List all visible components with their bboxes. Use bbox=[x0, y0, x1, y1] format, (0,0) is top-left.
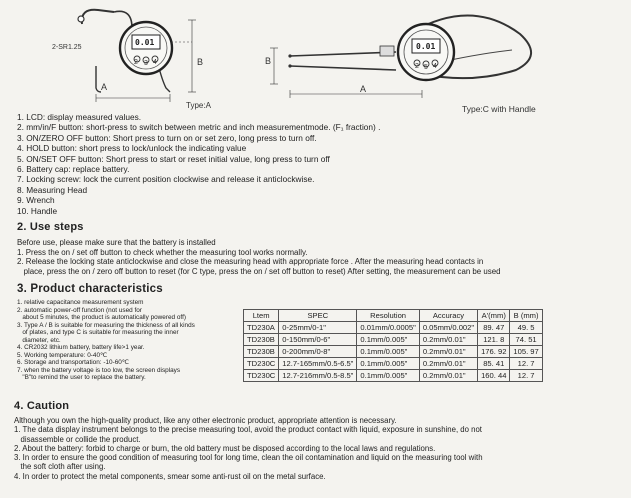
characteristic-line: "B"to remind the user to replace the battery. bbox=[17, 374, 146, 381]
dim-radius-label: 2-SR1.25 bbox=[52, 44, 82, 51]
cell-item: TD230C bbox=[244, 358, 279, 370]
cell-b: 105. 97 bbox=[510, 346, 542, 358]
cell-accuracy: 0.2mm/0.01" bbox=[419, 334, 477, 346]
parts-item: 1. LCD: display measured values. bbox=[17, 112, 142, 122]
characteristic-line: 1. relative capacitance measurement system bbox=[17, 299, 144, 306]
cell-a: 121. 8 bbox=[478, 334, 510, 346]
spec-table bbox=[243, 309, 543, 382]
cell-resolution: 0.1mm/0.005" bbox=[357, 370, 419, 382]
characteristic-line: 7. when the battery voltage is too low, the screen displays bbox=[17, 366, 181, 374]
spec-table-header-row bbox=[244, 310, 543, 322]
use-steps-text bbox=[17, 238, 501, 276]
parts-item: 7. Locking screw: lock the current position clockwise and release it anticlockwise. bbox=[17, 174, 315, 185]
cell-resolution: 0.01mm/0.0005" bbox=[357, 322, 419, 334]
cell-a: 160. 44 bbox=[478, 370, 510, 382]
cell-item: TD230B bbox=[244, 334, 279, 346]
dim-a-label-right: A bbox=[360, 84, 367, 94]
col-header-item: Ltem bbox=[244, 310, 279, 322]
parts-item: 10. Handle bbox=[17, 205, 58, 216]
characteristic-line: diameter, etc. bbox=[17, 336, 61, 344]
use-steps-line: 2. Release the locking state anticlockwise and close the measuring head with appropriate force . After the measuring head contacts in bbox=[17, 257, 484, 267]
dim-b-label-left: B bbox=[197, 57, 204, 67]
cell-spec: 0-200mm/0-8" bbox=[279, 346, 357, 358]
parts-item: 9. Wrench bbox=[17, 195, 55, 206]
characteristic-line: 3. Type A / B is suitable for measuring the thickness of all kinds bbox=[17, 321, 195, 329]
caution-line: disassemble or collide the product. bbox=[14, 434, 141, 444]
characteristic-line: 6. Storage and transportation: -10-60℃ bbox=[17, 359, 129, 366]
cell-spec: 12.7-216mm/0.5-8.5" bbox=[279, 370, 357, 382]
characteristic-line: about 5 minutes, the product is automatically powered off) bbox=[17, 314, 186, 321]
characteristics-heading: 3. Product characteristics bbox=[17, 283, 163, 295]
caution-line: 2. About the battery: forbid to charge or burn, the old battery must be disposed according to the local laws and regulations. bbox=[14, 443, 436, 453]
caution-line: the soft cloth after using. bbox=[14, 462, 106, 472]
cell-spec: 0-25mm/0-1" bbox=[279, 322, 357, 334]
col-header-accuracy: Accuracy bbox=[419, 310, 477, 322]
button-label-left-2: 3 bbox=[144, 60, 148, 67]
col-header-b: B (mm) bbox=[510, 310, 542, 322]
cell-spec: 12.7-165mm/0.5-6.5" bbox=[279, 358, 357, 370]
parts-list bbox=[17, 112, 380, 216]
use-steps-line: 1. Press the on / set off button to check whether the measuring tool works normally. bbox=[17, 247, 308, 257]
table-row bbox=[244, 322, 543, 334]
characteristic-line: 5. Working temperature: 0-40℃ bbox=[17, 351, 108, 359]
use-steps-line: place, press the on / zero off button to reset (for C type, press the on / set off button to reset) After setting, the measurement can be used bbox=[17, 266, 501, 276]
table-row bbox=[244, 370, 543, 382]
button-label-right-3: 4 bbox=[433, 63, 437, 70]
characteristics-list bbox=[17, 299, 195, 382]
col-header-resolution: Resolution bbox=[357, 310, 419, 322]
cell-accuracy: 0.2mm/0.01" bbox=[419, 346, 477, 358]
cell-b: 74. 51 bbox=[510, 334, 542, 346]
col-header-a: A'(mm) bbox=[478, 310, 510, 322]
characteristic-line: of plates, and type C is suitable for measuring the inner bbox=[17, 329, 179, 336]
display-reading-right: 0.01 bbox=[416, 42, 436, 51]
caution-line: 1. The data display instrument belongs to the precise measuring tool, avoid the product contact with liquid, exposure in sunshine, do not bbox=[14, 425, 482, 435]
cell-resolution: 0.1mm/0.005" bbox=[357, 334, 419, 346]
caution-heading: 4. Caution bbox=[14, 400, 70, 412]
type-a-caption: Type:A bbox=[186, 101, 211, 110]
characteristic-line: 2. automatic power-off function (not used for bbox=[17, 306, 142, 314]
cell-resolution: 0.1mm/0.005" bbox=[357, 358, 419, 370]
caution-line: 4. In order to protect the metal components, smear some anti-rust oil on the metal surface. bbox=[14, 471, 326, 481]
col-header-spec: SPEC bbox=[279, 310, 357, 322]
table-row bbox=[244, 346, 543, 358]
button-label-right-1: 2 bbox=[415, 63, 419, 70]
table-row bbox=[244, 334, 543, 346]
cell-a: 85. 41 bbox=[478, 358, 510, 370]
parts-item: 2. mm/in/F button: short-press to switch between metric and inch measurementmode. (F₁ fraction) . bbox=[17, 122, 381, 133]
cell-accuracy: 0.05mm/0.002" bbox=[419, 322, 477, 334]
characteristic-line: 4. CR2032 lithium battery, battery life>1 year. bbox=[17, 344, 145, 351]
button-label-left-3: 4 bbox=[153, 59, 157, 66]
cell-b: 49. 5 bbox=[510, 322, 542, 334]
button-label-right-2: 5 bbox=[424, 64, 428, 71]
caution-line: 3. In order to ensure the good condition of measuring tool for long time, clean the oil contamination and liquid on the measuring tool with bbox=[14, 453, 483, 463]
parts-item: 5. ON/SET OFF button: Short press to start or reset initial value, long press to turn off bbox=[17, 153, 330, 164]
caution-text bbox=[14, 416, 483, 481]
cell-item: TD230A bbox=[244, 322, 279, 334]
table-row bbox=[244, 358, 543, 370]
display-reading-left: 0.01 bbox=[135, 38, 155, 47]
cell-item: TD230C bbox=[244, 370, 279, 382]
cell-spec: 0-150mm/0-6" bbox=[279, 334, 357, 346]
caution-line: Although you own the high-quality product, like any other electronic product, appropriate attention is necessary. bbox=[14, 416, 397, 425]
parts-item: 8. Measuring Head bbox=[17, 184, 88, 195]
type-c-diagram bbox=[262, 4, 552, 104]
cell-b: 12. 7 bbox=[510, 370, 542, 382]
cell-accuracy: 0.2mm/0.01" bbox=[419, 370, 477, 382]
dim-a-label-left: A bbox=[101, 82, 108, 92]
cell-b: 12. 7 bbox=[510, 358, 542, 370]
cell-a: 176. 92 bbox=[478, 346, 510, 358]
type-a-diagram bbox=[40, 2, 240, 110]
cell-item: TD230B bbox=[244, 346, 279, 358]
cell-a: 89. 47 bbox=[478, 322, 510, 334]
dim-b-label-right: B bbox=[265, 56, 272, 66]
use-steps-heading: 2. Use steps bbox=[17, 221, 84, 233]
type-c-caption: Type:C with Handle bbox=[462, 104, 536, 114]
cell-accuracy: 0.2mm/0.01" bbox=[419, 358, 477, 370]
parts-item: 6. Battery cap: replace battery. bbox=[17, 164, 130, 175]
cell-resolution: 0.1mm/0.005" bbox=[357, 346, 419, 358]
use-steps-line: Before use, please make sure that the battery is installed bbox=[17, 238, 216, 247]
button-label-left-1: 2 bbox=[134, 59, 138, 66]
parts-item: 3. ON/ZERO OFF button: Short press to turn on or set zero, long press to turn off. bbox=[17, 132, 317, 143]
parts-item: 4. HOLD button: short press to lock/unlock the indicating value bbox=[17, 143, 247, 154]
